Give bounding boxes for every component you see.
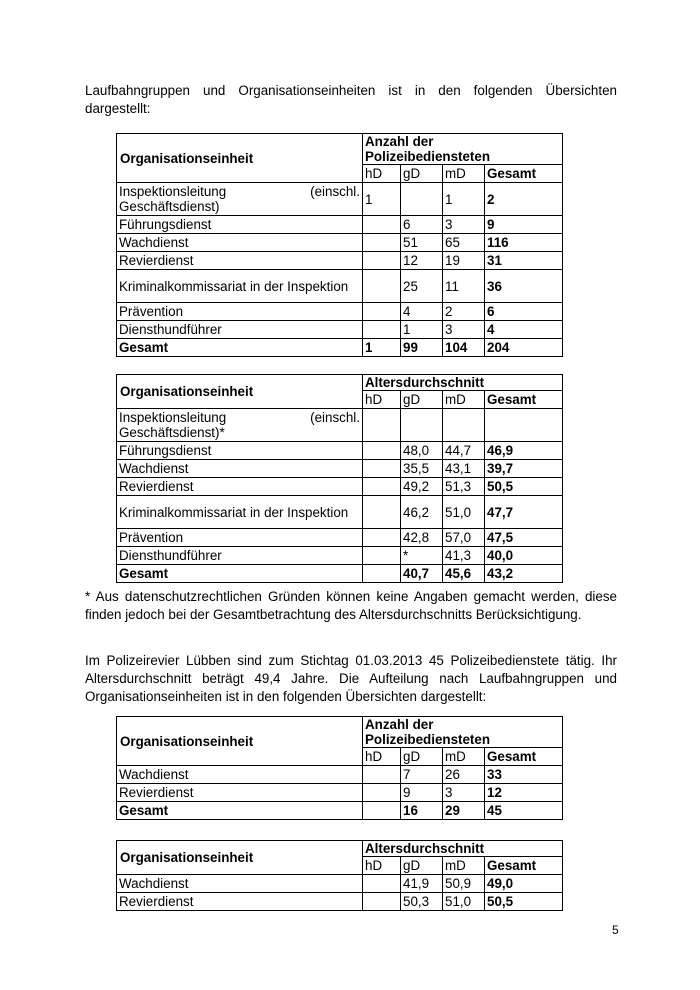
row-unit-label: Diensthundführer: [117, 547, 363, 565]
cell-gesamt: 36: [485, 270, 563, 303]
cell-gesamt: 116: [485, 234, 563, 252]
column-header-gesamt: Gesamt: [485, 748, 563, 766]
cell-gd: *: [401, 547, 443, 565]
cell-gd: 49,2: [401, 478, 443, 496]
cell-gesamt: 47,7: [485, 496, 563, 529]
row-unit-label: Wachdienst: [117, 766, 363, 784]
cell-md: 43,1: [443, 460, 485, 478]
luebben-paragraph: Im Polizeirevier Lübben sind zum Stichtag 01.03.2013 45 Polizeibedienstete tätig. Ihr Altersdurchschnitt beträgt 49,4 Jahre. Die Aufteilung nach Laufbahngruppen und Organisationseinheiten ist in den folgenden Übersichten dargestellt:: [85, 653, 617, 704]
cell-hd: [363, 478, 401, 496]
total-label: Gesamt: [117, 339, 363, 357]
column-header-organisationseinheit: Organisationseinheit: [117, 841, 363, 875]
cell-md: 1: [443, 183, 485, 216]
table-row: [117, 252, 563, 270]
total-hd: [363, 802, 401, 820]
column-header-organisationseinheit: Organisationseinheit: [117, 717, 363, 766]
row-unit-label: Kriminalkommissariat in der Inspektion: [117, 270, 363, 303]
footnote: * Aus datenschutzrechtlichen Gründen können keine Angaben gemacht werden, diese finden jedoch bei der Gesamtbetrachtung des Altersdurchschnitts Berücksichtigung.: [85, 589, 617, 622]
table-row: [117, 478, 563, 496]
row-unit-label: Kriminalkommissariat in der Inspektion: [117, 496, 363, 529]
total-label: Gesamt: [117, 565, 363, 583]
cell-gesamt: 6: [485, 303, 563, 321]
column-header-organisationseinheit: Organisationseinheit: [117, 134, 363, 183]
cell-md: 11: [443, 270, 485, 303]
cell-md: 3: [443, 321, 485, 339]
cell-md: 3: [443, 216, 485, 234]
cell-hd: [363, 252, 401, 270]
cell-md: 41,3: [443, 547, 485, 565]
header-row: [117, 841, 563, 857]
cell-gd: 50,3: [401, 893, 443, 911]
age-average-table-inspection: [116, 374, 563, 583]
cell-hd: [363, 784, 401, 802]
column-header-md: mD: [443, 391, 485, 409]
cell-md: 26: [443, 766, 485, 784]
header-row: [117, 375, 563, 391]
column-group-header: Altersdurchschnitt: [363, 841, 563, 857]
row-unit-label: Wachdienst: [117, 875, 363, 893]
staff-count-table-inspection: [116, 133, 563, 357]
cell-md: 19: [443, 252, 485, 270]
table-row: [117, 234, 563, 252]
total-md: 29: [443, 802, 485, 820]
column-header-md: mD: [443, 748, 485, 766]
cell-hd: [363, 460, 401, 478]
cell-md: 3: [443, 784, 485, 802]
table-row: [117, 784, 563, 802]
cell-gesamt: 46,9: [485, 442, 563, 460]
table-row: [117, 303, 563, 321]
column-group-header: Altersdurchschnitt: [363, 375, 563, 391]
cell-gesamt: 39,7: [485, 460, 563, 478]
column-group-header: Anzahl der Polizeibediensteten: [363, 134, 563, 165]
cell-hd: 1: [363, 183, 401, 216]
intro-paragraph: Laufbahngruppen und Organisationseinheiten ist in den folgenden Übersichten dargestellt:: [85, 83, 617, 116]
total-gesamt: 43,2: [485, 565, 563, 583]
cell-md: 57,0: [443, 529, 485, 547]
cell-hd: [363, 766, 401, 784]
total-hd: [363, 565, 401, 583]
table-row: [117, 547, 563, 565]
cell-gd: 46,2: [401, 496, 443, 529]
cell-gesamt: 4: [485, 321, 563, 339]
cell-gd: 7: [401, 766, 443, 784]
row-unit-label: Prävention: [117, 303, 363, 321]
column-header-gd: gD: [401, 391, 443, 409]
total-md: 104: [443, 339, 485, 357]
cell-hd: [363, 409, 401, 442]
total-gd: 16: [401, 802, 443, 820]
total-md: 45,6: [443, 565, 485, 583]
cell-hd: [363, 442, 401, 460]
cell-hd: [363, 234, 401, 252]
cell-gesamt: 2: [485, 183, 563, 216]
cell-hd: [363, 303, 401, 321]
column-header-organisationseinheit: Organisationseinheit: [117, 375, 363, 409]
cell-md: 2: [443, 303, 485, 321]
column-header-gd: gD: [401, 165, 443, 183]
column-header-hd: hD: [363, 857, 401, 875]
page-number: 5: [612, 923, 619, 937]
cell-gd: 42,8: [401, 529, 443, 547]
cell-hd: [363, 893, 401, 911]
total-row: [117, 339, 563, 357]
total-gd: 99: [401, 339, 443, 357]
cell-gesamt: 49,0: [485, 875, 563, 893]
total-gd: 40,7: [401, 565, 443, 583]
cell-hd: [363, 875, 401, 893]
cell-hd: [363, 529, 401, 547]
column-header-gd: gD: [401, 857, 443, 875]
column-header-hd: hD: [363, 748, 401, 766]
row-unit-label: Revierdienst: [117, 893, 363, 911]
row-unit-label: Inspektionsleitung (einschl. Geschäftsdienst)*: [117, 409, 363, 442]
cell-gd: 51: [401, 234, 443, 252]
table-row: [117, 409, 563, 442]
cell-hd: [363, 496, 401, 529]
cell-gesamt: 40,0: [485, 547, 563, 565]
header-row: [117, 134, 563, 165]
row-unit-label: Revierdienst: [117, 784, 363, 802]
table-row: [117, 442, 563, 460]
cell-gesamt: 33: [485, 766, 563, 784]
cell-md: [443, 409, 485, 442]
total-hd: 1: [363, 339, 401, 357]
column-header-md: mD: [443, 857, 485, 875]
row-unit-label: Wachdienst: [117, 234, 363, 252]
cell-gesamt: 50,5: [485, 893, 563, 911]
cell-hd: [363, 547, 401, 565]
table-row: [117, 875, 563, 893]
cell-hd: [363, 270, 401, 303]
column-header-hd: hD: [363, 391, 401, 409]
cell-gesamt: 9: [485, 216, 563, 234]
cell-gesamt: [485, 409, 563, 442]
column-header-hd: hD: [363, 165, 401, 183]
cell-gd: 1: [401, 321, 443, 339]
cell-md: 44,7: [443, 442, 485, 460]
cell-md: 50,9: [443, 875, 485, 893]
total-row: [117, 565, 563, 583]
row-unit-label: Revierdienst: [117, 252, 363, 270]
cell-md: 65: [443, 234, 485, 252]
cell-gd: 6: [401, 216, 443, 234]
table-row: [117, 529, 563, 547]
cell-gd: [401, 183, 443, 216]
table-row: [117, 460, 563, 478]
age-average-table-luebben: [116, 840, 563, 911]
row-unit-label: Führungsdienst: [117, 442, 363, 460]
cell-md: 51,0: [443, 496, 485, 529]
table-row: [117, 321, 563, 339]
column-header-gesamt: Gesamt: [485, 165, 563, 183]
table-row: [117, 893, 563, 911]
cell-gesamt: 50,5: [485, 478, 563, 496]
table-row: [117, 766, 563, 784]
table-row: [117, 216, 563, 234]
cell-gesamt: 31: [485, 252, 563, 270]
total-gesamt: 204: [485, 339, 563, 357]
cell-gd: 25: [401, 270, 443, 303]
cell-gd: 48,0: [401, 442, 443, 460]
row-unit-label: Revierdienst: [117, 478, 363, 496]
column-header-md: mD: [443, 165, 485, 183]
row-unit-label: Diensthundführer: [117, 321, 363, 339]
row-unit-label: Prävention: [117, 529, 363, 547]
cell-gesamt: 12: [485, 784, 563, 802]
row-unit-label: Wachdienst: [117, 460, 363, 478]
cell-gd: 4: [401, 303, 443, 321]
cell-gd: [401, 409, 443, 442]
table-row: [117, 183, 563, 216]
column-header-gesamt: Gesamt: [485, 391, 563, 409]
total-row: [117, 802, 563, 820]
header-row: [117, 717, 563, 748]
cell-gd: 9: [401, 784, 443, 802]
cell-gd: 35,5: [401, 460, 443, 478]
row-unit-label: Führungsdienst: [117, 216, 363, 234]
cell-md: 51,0: [443, 893, 485, 911]
staff-count-table-luebben: [116, 716, 563, 820]
table-row: [117, 496, 563, 529]
total-label: Gesamt: [117, 802, 363, 820]
column-header-gd: gD: [401, 748, 443, 766]
column-header-gesamt: Gesamt: [485, 857, 563, 875]
row-unit-label: Inspektionsleitung (einschl. Geschäftsdienst): [117, 183, 363, 216]
table-row: [117, 270, 563, 303]
cell-gd: 41,9: [401, 875, 443, 893]
cell-md: 51,3: [443, 478, 485, 496]
cell-hd: [363, 216, 401, 234]
cell-gd: 12: [401, 252, 443, 270]
column-group-header: Anzahl der Polizeibediensteten: [363, 717, 563, 748]
total-gesamt: 45: [485, 802, 563, 820]
cell-gesamt: 47,5: [485, 529, 563, 547]
cell-hd: [363, 321, 401, 339]
